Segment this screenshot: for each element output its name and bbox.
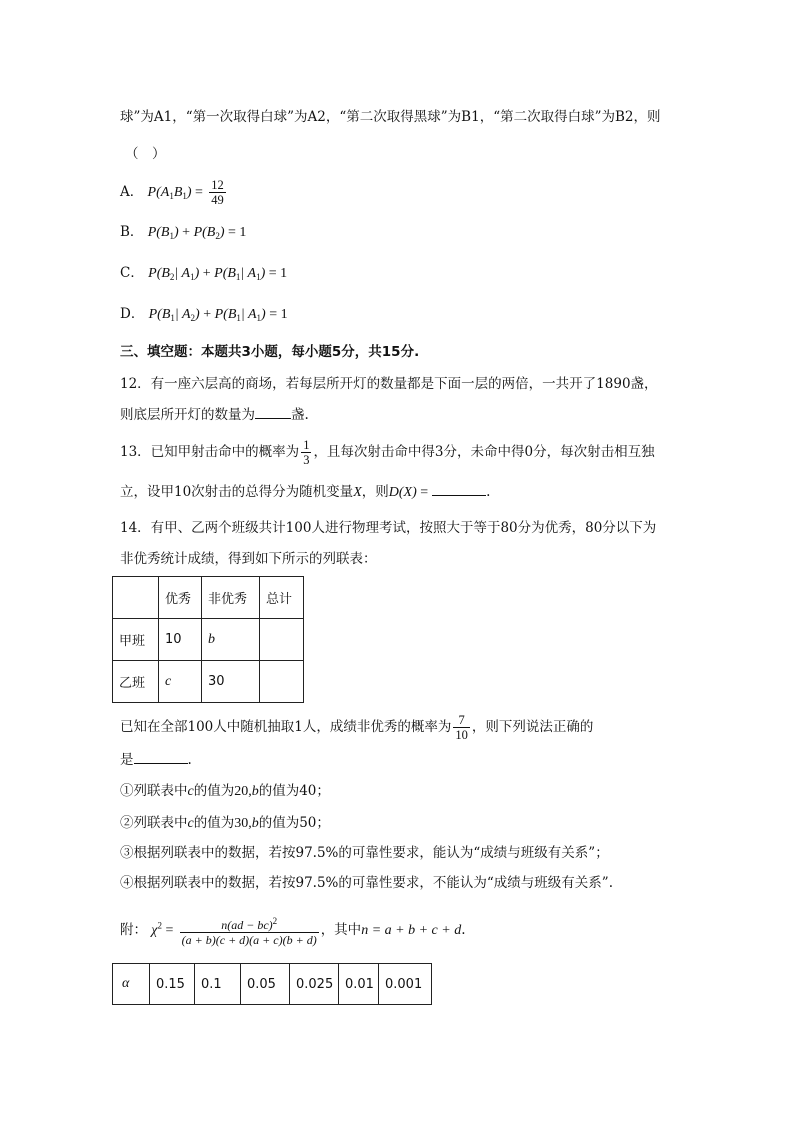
option-a-fraction: $\frac{12}{49}$ xyxy=(211,178,224,207)
option-a-formula: $P(A_1B_1)$ = xyxy=(147,185,203,201)
contingency-table xyxy=(112,576,304,703)
table-row: 甲班 10 b xyxy=(113,619,304,661)
table-row: 优秀 非优秀 总计 xyxy=(113,577,304,619)
q13-line1: 13．已知甲射击命中的概率为 $\frac{1}{3}$ ，且每次射击命中得3分，未命中得0分，每次射击相互独 xyxy=(120,438,655,467)
appendix-line: 附： $\chi^2$ = $\frac{n(ad - bc)^2}{(a + b)(c + d)(a + c)(b + d)}$ ，其中n = a + b + c + d. xyxy=(120,916,466,947)
q14-fraction: $\frac{7}{10}$ xyxy=(455,713,468,742)
option-a: A． $P(A_1B_1)$ = $\frac{12}{49}$ xyxy=(120,178,224,207)
option-b: B． $P(B_1) + P(B_2) = 1$ xyxy=(120,224,247,241)
intro-line xyxy=(120,107,661,127)
option-c-formula: $P(B_2|$ $A_1) + P(B_1|$ $A_1) = 1$ xyxy=(148,266,288,282)
section-heading: 三、填空题：本题共3小题，每小题5分，共15分. xyxy=(120,344,420,360)
chi-square-fraction: $\frac{n(ad - bc)^2}{(a + b)(c + d)(a + c)(b + d)}$ xyxy=(181,916,317,947)
q13-variance: D(X) = xyxy=(388,485,429,500)
table-row: α 0.15 0.1 0.05 0.025 0.01 0.001 xyxy=(113,964,432,1005)
q13-answer-blank[interactable] xyxy=(432,481,486,496)
table-row: 乙班 c 30 xyxy=(113,661,304,703)
q14-line1: 14．有甲、乙两个班级共计100人进行物理考试，按照大于等于80分为优秀，80分以下为 xyxy=(120,520,657,536)
q14-after-line1: 已知在全部100人中随机抽取1人，成绩非优秀的概率为 $\frac{7}{10}$ ，则下列说法正确的 xyxy=(120,713,594,742)
q14-item1: ①列联表中c的值为20,b的值为40； xyxy=(120,783,330,799)
q14-line2: 非优秀统计成绩，得到如下所示的列联表： xyxy=(120,551,377,567)
option-c: C． $P(B_2|$ $A_1) + P(B_1|$ $A_1) = 1$ xyxy=(120,265,288,282)
intro-text: 球”为A1，“第一次取得白球”为A2，“第二次取得黑球”为B1，“第二次取得白球”为B2，则 xyxy=(120,109,661,125)
q12-line1: 12．有一座六层高的商场，若每层所开灯的数量都是下面一层的两倍，一共开了1890盏， xyxy=(120,376,658,392)
intro-paren: （ ） xyxy=(125,146,166,162)
q12-line2: 则底层所开灯的数量为 盏. xyxy=(120,404,309,425)
q13-var-x: X xyxy=(353,485,362,500)
q13-fraction: $\frac{1}{3}$ xyxy=(303,438,310,467)
q13-line2: 立，设甲10次射击的总得分为随机变量X，则D(X) = . xyxy=(120,481,490,503)
chi-square-formula: $\chi^2$ = xyxy=(151,920,174,938)
option-b-formula: $P(B_1) + P(B_2) = 1$ xyxy=(147,225,247,241)
option-d-formula: $P(B_1|$ $A_2) + P(B_1|$ $A_1) = 1$ xyxy=(148,307,288,323)
option-d: D． $P(B_1|$ $A_2) + P(B_1|$ $A_1) = 1$ xyxy=(120,306,288,323)
q14-item3: ③根据列联表中的数据，若按97.5%的可靠性要求，能认为“成绩与班级有关系”； xyxy=(120,845,609,861)
q14-item4: ④根据列联表中的数据，若按97.5%的可靠性要求，不能认为“成绩与班级有关系”. xyxy=(120,875,613,891)
alpha-table xyxy=(112,963,432,1005)
q14-after-line2: 是 . xyxy=(120,749,192,770)
q14-item2: ②列联表中c的值为30,b的值为50； xyxy=(120,815,330,831)
q14-answer-blank[interactable] xyxy=(134,749,188,764)
q12-answer-blank[interactable] xyxy=(255,404,291,419)
